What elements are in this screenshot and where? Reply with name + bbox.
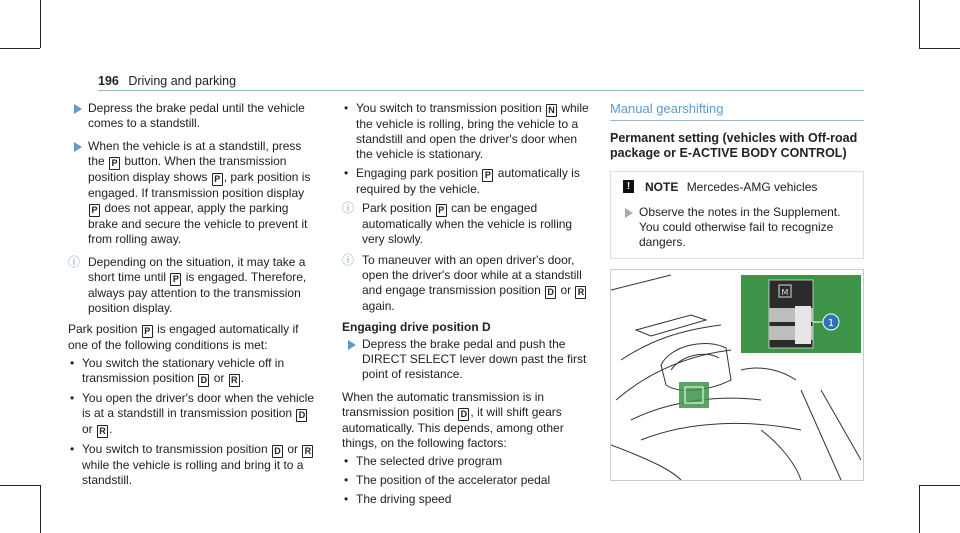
callout-number: 1 [827,318,835,329]
key-p: P [170,273,181,286]
header-divider [98,90,864,91]
section-name: Driving and parking [128,74,237,88]
note-label: NOTE [645,180,679,194]
key-r: R [97,425,108,438]
key-d: D [272,445,283,458]
note-box [610,171,864,259]
info-note: ⓘ Depending on the situation, it may take a short time until P is engaged. Therefore, always pay attention to the transmission position display. [68,255,307,315]
list-item: • You switch to transmission position D or R while the vehicle is rolling and bring it to a standstill. [68,442,320,488]
note-header [619,180,855,195]
paragraph: Park position P is engaged automatically if one of the following conditions is met: [68,322,299,352]
list-item: • The selected drive program [342,454,594,469]
key-d: D [545,286,556,299]
key-p: P [109,157,120,170]
list-item: • Engaging park position P automatically is required by the vehicle. [342,166,594,197]
instruction-step: Depress the brake pedal and push the DIRECT SELECT lever down past the first point of resistance. [342,337,594,382]
key-r: R [575,286,586,299]
key-r: R [302,445,313,458]
m-key-label: M [781,288,789,297]
page-number: 196 [98,74,119,88]
highlight-region [679,382,709,408]
crop-mark [40,0,41,48]
crop-mark [40,485,41,533]
key-p: P [89,204,100,217]
list-item: • You switch the stationary vehicle off in transmission position D or R . [68,356,320,387]
key-p: P [436,204,447,217]
figure-center-console [610,269,864,481]
console-illustration [611,270,863,480]
key-n: N [546,104,557,117]
subsection-title: Permanent setting (vehicles with Off-road package or E-ACTIVE BODY CONTROL) [610,131,858,160]
crop-mark [919,485,920,533]
warning-icon: ! [623,180,634,193]
step-arrow-icon [74,142,82,152]
step-arrow-icon [74,104,82,114]
crop-mark [919,0,920,48]
list-item: • You open the driver's door when the vehicle is at a standstill in transmission position D or R . [68,391,320,438]
list-item: • You switch to transmission position N while the vehicle is rolling, bring the vehicle to a standstill and open the driver's door when the vehicle is stationary. [342,101,594,162]
key-d: D [198,374,209,387]
note-text: Mercedes-AMG vehicles [686,180,818,194]
instruction-step: When the vehicle is at a standstill, press the P button. When the transmission position display shows P , park position is engaged. If transmission position display P does not appear, apply the parking brake and secure the vehicle to prevent it from rolling away. [68,139,320,247]
crop-mark [0,48,40,49]
instruction-step: Depress the brake pedal until the vehicle comes to a standstill. [68,101,320,131]
info-note: ⓘ To maneuver with an open driver's door, open the driver's door while at a standstill and engage transmission position D or R again. [342,253,594,314]
info-icon: ⓘ [342,201,355,215]
paragraph: When the automatic transmission is in transmission position D , it will shift gears automatically. This depends, among other things, on the following factors: [342,390,564,450]
page-header [98,74,236,88]
info-note: ⓘ Park position P can be engaged automatically when the vehicle is rolling very slowly. [342,201,573,246]
subheading: Engaging drive position D [342,320,491,334]
left-column [68,101,320,492]
crop-mark [919,48,960,49]
info-icon: ⓘ [342,253,355,267]
crop-mark [919,485,960,486]
step-arrow-icon [625,208,633,218]
key-d: D [296,409,307,422]
list-item: • The driving speed [342,492,594,507]
key-r: R [229,374,240,387]
step-arrow-icon [348,340,356,350]
instruction-step: Observe the notes in the Supplement. You could otherwise fail to recognize dangers. [619,205,855,250]
key-p: P [142,325,153,338]
right-column [610,101,864,481]
section-title: Manual gearshifting [610,101,724,116]
section-divider [610,120,864,121]
middle-column [342,101,594,511]
crop-mark [0,485,40,486]
key-p: P [212,173,223,186]
list-item: • The position of the accelerator pedal [342,473,594,488]
key-d: D [458,408,469,421]
info-icon: ⓘ [68,255,81,269]
key-p: P [482,169,493,182]
